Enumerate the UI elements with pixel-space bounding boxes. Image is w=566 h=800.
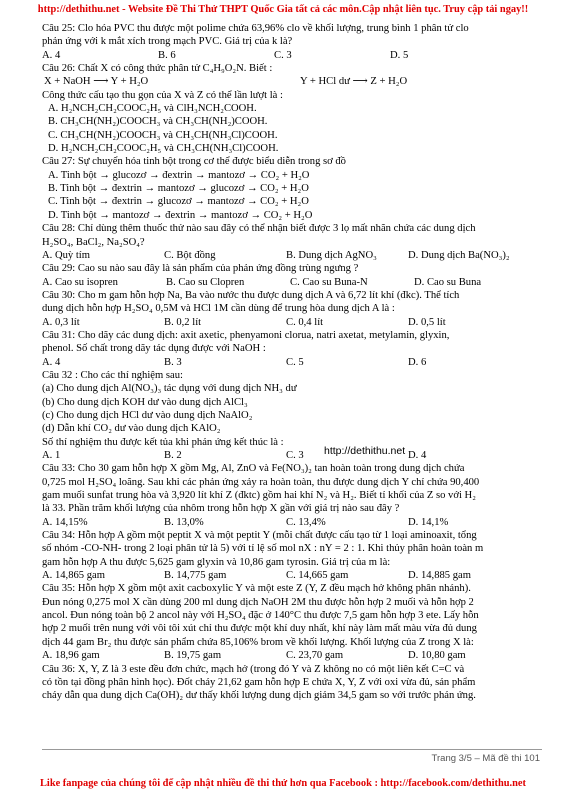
question-text: Câu 30: Cho m gam hỗn hợp Na, Ba vào nước thu được dung dịch A và 6,72 lít khí (đkc). Thể tích (42, 289, 460, 301)
option-a: A. Quỳ tím (42, 249, 90, 261)
option-b: B. 19,75 gam (164, 650, 222, 662)
option-d: D. Tinh bột → mantozơ → đextrin → mantozơ → CO₂ + H₂O (48, 209, 313, 221)
option-d: D. 6 (408, 356, 427, 368)
question-text: Câu 34: Hỗn hợp A gồm một peptit X và một peptit Y (mỗi chất được cấu tạo từ 1 loại aminoaxit, tổng (42, 530, 477, 542)
question-text: 0,725 mol H₂SO₄ loãng. Sau khi các phản ứng xảy ra hoàn toàn, thu được dung dịch Y chỉ chứa 90,400 (42, 476, 480, 488)
option-b: B. 2 (164, 450, 182, 461)
question-text: Câu 25: Clo hóa PVC thu được một polime chứa 63,96% clo về khối lượng, trung bình 1 phân tử clo (42, 23, 469, 34)
question-text: phản ứng với k mắt xích trong mạch PVC. Giá trị của k là? (42, 36, 293, 48)
option-a: A. 4 (42, 356, 61, 368)
question-text: Câu 28: Chỉ dùng thêm thuốc thử nào sau đây có thể nhận biết được 3 lọ mất nhãn chứa các dung dịch (42, 223, 476, 235)
reaction-equations (44, 75, 542, 88)
question-text: Câu 29: Cao su nào sau đây là sản phẩm của phản ứng đồng trùng ngưng ? (42, 263, 359, 275)
option-b: B. 3 (164, 356, 182, 368)
question-text: Câu 31: Cho dãy các dung dịch: axit axetic, phenyamoni clorua, natri axetat, metylamin, glyxin, (42, 329, 450, 341)
question-text: hợp 2 muối trên nung với vôi tôi xút chỉ thu được một khí duy nhất, khí này làm mất màu vừa đủ dung (42, 623, 477, 635)
option-b: B. 14,775 gam (164, 570, 227, 582)
option-a: A. Tinh bột → glucozơ → đextrin → mantozơ → CO₂ + H₂O (48, 169, 310, 181)
footer-banner: Like fanpage của chúng tôi để cập nhật nhiều đề thi thử hơn qua Facebook : http://facebook.com/dethithu.net (40, 778, 526, 789)
option-c: C. 5 (286, 356, 304, 368)
option-b: B. Cao su Clopren (166, 276, 245, 288)
footer-divider (42, 749, 542, 750)
option-c: C. 23,70 gam (286, 650, 344, 662)
equation-2: Y + HCl dư ⟶ Z + H₂O (300, 76, 408, 88)
question-text: là 33. Phần trăm khối lượng của nhôm trong hỗn hợp X gần với giá trị nào sau đây ? (42, 503, 400, 515)
question-text: phenol. Số chất trong dãy tác dụng được với NaOH : (42, 343, 266, 355)
option-b: B. 6 (158, 49, 176, 61)
question-31 (42, 329, 542, 369)
question-text: gam muối sunfat trung hòa và 3,920 lít khí Z (đktc) gồm hai khí N₂ và H₂. Biết tỉ khối của Z so với H₂ (42, 490, 476, 502)
option-a: A. H₂NCH₂CH₂COOC₂H₅ và ClH₃NCH₂COOH. (48, 103, 257, 115)
options-row (42, 249, 542, 262)
question-text: có tồn tại đồng phân hình học). Đốt cháy 21,62 gam hỗn hợp E chứa X, Y, Z với oxi vừa đủ, sản phẩm (42, 676, 476, 688)
option-a: A. Cao su isopren (42, 276, 118, 288)
question-text: H₂SO₄, BaCl₂, Na₂SO₄? (42, 236, 145, 248)
option-b: B. CH₃CH(NH₂)COOCH₃ và CH₃CH(NH₂)COOH. (48, 116, 268, 128)
experiment-c: (c) Cho dung dịch HCl dư vào dung dịch NaAlO₂ (42, 409, 253, 421)
option-d: D. Dung dịch Ba(NO₃)₂ (408, 249, 510, 261)
equation-1: X + NaOH ⟶ Y + H₂O (44, 76, 149, 88)
question-34 (42, 529, 542, 582)
question-text: dung dịch hỗn hợp H₂SO₄ 0,5M và HCl 1M cần dùng để trung hòa dung dịch A là : (42, 303, 395, 315)
options-row (42, 449, 542, 462)
option-d: D. 0,5 lít (408, 316, 446, 328)
question-36 (42, 663, 542, 703)
option-d: D. H₂NCH₂CH₂COOC₂H₅ và CH₃CH(NH₃Cl)COOH. (48, 143, 279, 155)
option-c: C. Tinh bột → đextrin → glucozơ → mantozơ → CO₂ + H₂O (48, 196, 309, 208)
option-d: D. 10,80 gam (408, 650, 466, 662)
option-c: C. 3 (274, 49, 292, 61)
option-a: A. 0,3 lít (42, 316, 80, 328)
question-text: cháy dẫn qua dung dịch Ca(OH)₂ dư thấy khối lượng dung dịch giảm 34,5 gam so với trước phản ứng. (42, 690, 476, 702)
options-row (42, 569, 542, 582)
question-29 (42, 262, 542, 289)
option-a: A. 4 (42, 49, 61, 61)
option-c: C. 13,4% (286, 516, 326, 528)
question-25 (42, 22, 542, 62)
options-row (42, 49, 542, 62)
option-d: D. Cao su Buna (414, 276, 482, 288)
option-d: D. 4 (408, 450, 427, 461)
option-a: A. 1 (42, 450, 61, 461)
question-26 (42, 62, 542, 155)
options-row (42, 316, 542, 329)
option-d: D. 14,1% (408, 516, 449, 528)
option-a: A. 14,865 gam (42, 570, 105, 582)
experiment-a: (a) Cho dung dịch Al(NO₃)₃ tác dụng với dung dịch NH₃ dư (42, 383, 297, 395)
option-c: C. 3 (286, 450, 304, 461)
question-text: Câu 35: Hỗn hợp X gồm một axit cacboxylic Y và một este Z (Y, Z đều mạch hở không phân nhánh). (42, 583, 471, 595)
watermark-link[interactable]: http://dethithu.net (324, 445, 406, 457)
question-text: Câu 33: Cho 30 gam hỗn hợp X gồm Mg, Al, ZnO và Fe(NO₃)₂ tan hoàn toàn trong dung dịch chứa (42, 463, 465, 475)
experiment-d: (d) Dẫn khí CO₂ dư vào dung dịch KAlO₂ (42, 423, 221, 435)
question-prompt: Công thức cấu tạo thu gọn của X và Z có thể lần lượt là : (42, 89, 283, 101)
question-32 (42, 369, 542, 462)
question-30 (42, 289, 542, 329)
option-b: B. Tinh bột → đextrin → mantozơ → glucozơ → CO₂ + H₂O (48, 183, 309, 195)
question-text: Câu 32 : Cho các thí nghiệm sau: (42, 369, 183, 381)
question-28 (42, 222, 542, 262)
options-row (42, 649, 542, 662)
option-b: B. Dung dịch AgNO₃ (286, 249, 377, 261)
question-27 (42, 155, 542, 222)
option-c: C. 14,665 gam (286, 570, 349, 582)
option-c: C. CH₃CH(NH₂)COOCH₃ và CH₃CH(NH₃Cl)COOH. (48, 129, 278, 141)
page-info: Trang 3/5 – Mã đề thi 101 (431, 753, 540, 764)
option-b: B. 0,2 lít (164, 316, 202, 328)
header-banner: http://dethithu.net - Website Đề Thi Thử THPT Quốc Gia tất cả các môn.Cập nhật liên tục. Truy cập tải ngay!! (37, 4, 529, 15)
question-33 (42, 462, 542, 529)
options-row (42, 516, 542, 529)
options-row (42, 276, 542, 289)
question-text: gam hỗn hợp A thu được 5,625 gam glyxin và 10,86 gam tyrosin. Giá trị của m là: (42, 556, 391, 568)
question-text: dịch 44 gam Br₂ thu được sản phẩm chứa 85,106% brom về khối lượng. Khối lượng của Z trong X là: (42, 636, 474, 648)
question-text: số nhóm -CO-NH- trong 2 loại phân tử là 5) với tỉ lệ số mol nX : nY = 2 : 1. Khi thủy phân hoàn toàn m (42, 543, 484, 555)
experiment-b: (b) Cho dung dịch KOH dư vào dung dịch AlCl₃ (42, 396, 248, 408)
question-text: Câu 27: Sự chuyển hóa tinh bột trong cơ thể được biểu diễn trong sơ đồ (42, 156, 346, 168)
option-c: C. 0,4 lít (286, 316, 324, 328)
option-c: C. Cao su Buna-N (290, 276, 368, 288)
options-row (42, 356, 542, 369)
question-text: ancol. Đun nóng toàn bộ 2 ancol này với H₂SO₄ đặc ở 140°C thu được 7,5 gam hỗn hợp 3 ete. Lấy hỗn (42, 610, 479, 622)
question-text: Đun nóng 0,275 mol X cần dùng 200 ml dung dịch NaOH 2M thu được hỗn hợp 2 muối và hỗn hợp 2 (42, 596, 474, 608)
option-c: C. Bột đồng (164, 249, 216, 261)
option-a: A. 14,15% (42, 516, 88, 528)
option-d: D. 14,885 gam (408, 570, 471, 582)
option-b: B. 13,0% (164, 516, 204, 528)
option-d: D. 5 (390, 49, 409, 61)
question-text: Câu 36: X, Y, Z là 3 este đều đơn chức, mạch hở (trong đó Y và Z không no có một liên kết C=C và (42, 663, 465, 675)
question-prompt: Số thí nghiệm thu được kết tủa khi phản ứng kết thúc là : (42, 436, 284, 448)
question-text: Câu 26: Chất X có công thức phân tử C₄H₉O₂N. Biết : (42, 63, 273, 75)
question-35 (42, 582, 542, 662)
question-list (42, 22, 542, 703)
option-a: A. 18,96 gam (42, 650, 100, 662)
